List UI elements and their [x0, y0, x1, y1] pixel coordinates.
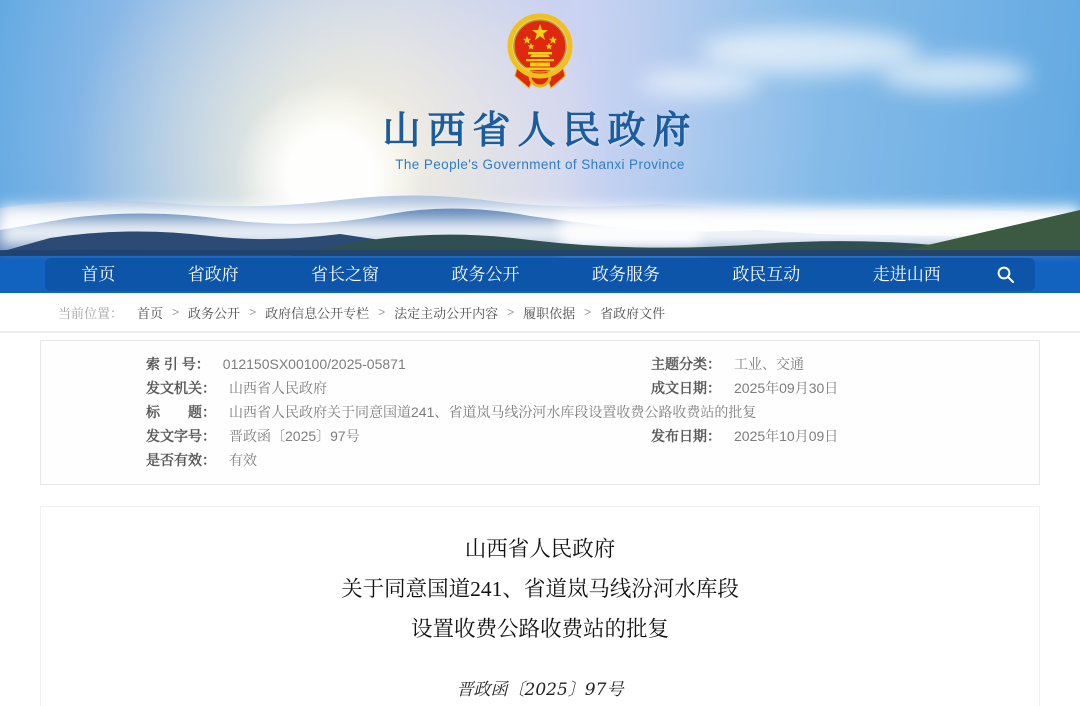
- nav-strip: [45, 258, 1035, 291]
- meta-row: [41, 376, 1039, 400]
- national-emblem-icon: [507, 12, 573, 92]
- breadcrumb-item-provincial-documents[interactable]: 省政府文件: [600, 305, 666, 321]
- breadcrumb-item-duty-basis[interactable]: 履职依据: [523, 305, 576, 321]
- nav-item-home[interactable]: 首页: [81, 265, 116, 284]
- breadcrumb-separator: >: [584, 305, 592, 319]
- site-header: [0, 12, 1080, 172]
- nav-item-provincial-government[interactable]: 省政府: [187, 265, 239, 284]
- meta-value-index-number: 012150SX00100/2025-05871: [222, 356, 406, 372]
- meta-row: [41, 400, 1039, 424]
- breadcrumb-separator: >: [378, 305, 386, 319]
- breadcrumb-item-info-disclosure[interactable]: 政府信息公开专栏: [265, 305, 370, 321]
- breadcrumb-separator: >: [172, 305, 180, 319]
- document-content: [40, 506, 1040, 706]
- meta-label-document-number: 发文字号：: [146, 428, 216, 444]
- site-title: 山西省人民政府: [382, 110, 698, 152]
- meta-value-title: 山西省人民政府关于同意国道241、省道岚马线汾河水库段设置收费公路收费站的批复: [229, 404, 757, 420]
- nav-item-government-services[interactable]: 政务服务: [591, 265, 660, 284]
- breadcrumb-item-home[interactable]: 首页: [137, 305, 164, 321]
- meta-label-written-date: 成文日期：: [651, 380, 721, 396]
- banner: [0, 0, 1080, 256]
- meta-label-publish-date: 发布日期：: [651, 428, 721, 444]
- meta-value-topic-category: 工业、交通: [734, 356, 804, 372]
- document-title-line3: 设置收费公路收费站的批复: [410, 617, 669, 641]
- meta-value-document-number: 晋政函〔2025〕97号: [229, 428, 360, 444]
- breadcrumb-separator: >: [507, 305, 515, 319]
- meta-row: [41, 352, 1039, 376]
- breadcrumb: [0, 293, 1080, 333]
- meta-label-topic-category: 主题分类：: [651, 356, 721, 372]
- breadcrumb-item-statutory-disclosure[interactable]: 法定主动公开内容: [394, 305, 499, 321]
- breadcrumb-label: 当前位置：: [58, 305, 124, 321]
- breadcrumb-item-gov-affairs[interactable]: 政务公开: [188, 305, 241, 321]
- document-meta-box: [40, 340, 1040, 485]
- document-title-line2: 关于同意国道241、省道岚马线汾河水库段: [341, 577, 739, 601]
- site-subtitle: The People's Government of Shanxi Province: [395, 157, 685, 172]
- nav-item-public-interaction[interactable]: 政民互动: [732, 265, 801, 284]
- meta-label-index-number: 索 引 号：: [146, 356, 210, 372]
- meta-label-issuing-agency: 发文机关：: [146, 380, 216, 396]
- meta-value-publish-date: 2025年10月09日: [734, 428, 839, 444]
- nav-item-about-shanxi[interactable]: 走进山西: [872, 265, 941, 284]
- meta-value-issuing-agency: 山西省人民政府: [229, 380, 327, 396]
- document-number: 晋政函〔2025〕97号: [456, 680, 624, 700]
- nav-item-government-affairs[interactable]: 政务公开: [451, 265, 520, 284]
- meta-value-validity: 有效: [229, 452, 257, 468]
- meta-row: [41, 448, 1039, 472]
- breadcrumb-separator: >: [249, 305, 257, 319]
- search-button[interactable]: [977, 265, 1035, 284]
- nav-item-governor-window[interactable]: 省长之窗: [311, 265, 380, 284]
- meta-label-title: 标 题：: [146, 404, 216, 420]
- main-navbar: [0, 256, 1080, 293]
- document-title-line1: 山西省人民政府: [464, 537, 616, 561]
- meta-label-validity: 是否有效：: [146, 452, 216, 468]
- meta-row: [41, 424, 1039, 448]
- search-icon: [996, 265, 1015, 284]
- meta-value-written-date: 2025年09月30日: [734, 380, 839, 396]
